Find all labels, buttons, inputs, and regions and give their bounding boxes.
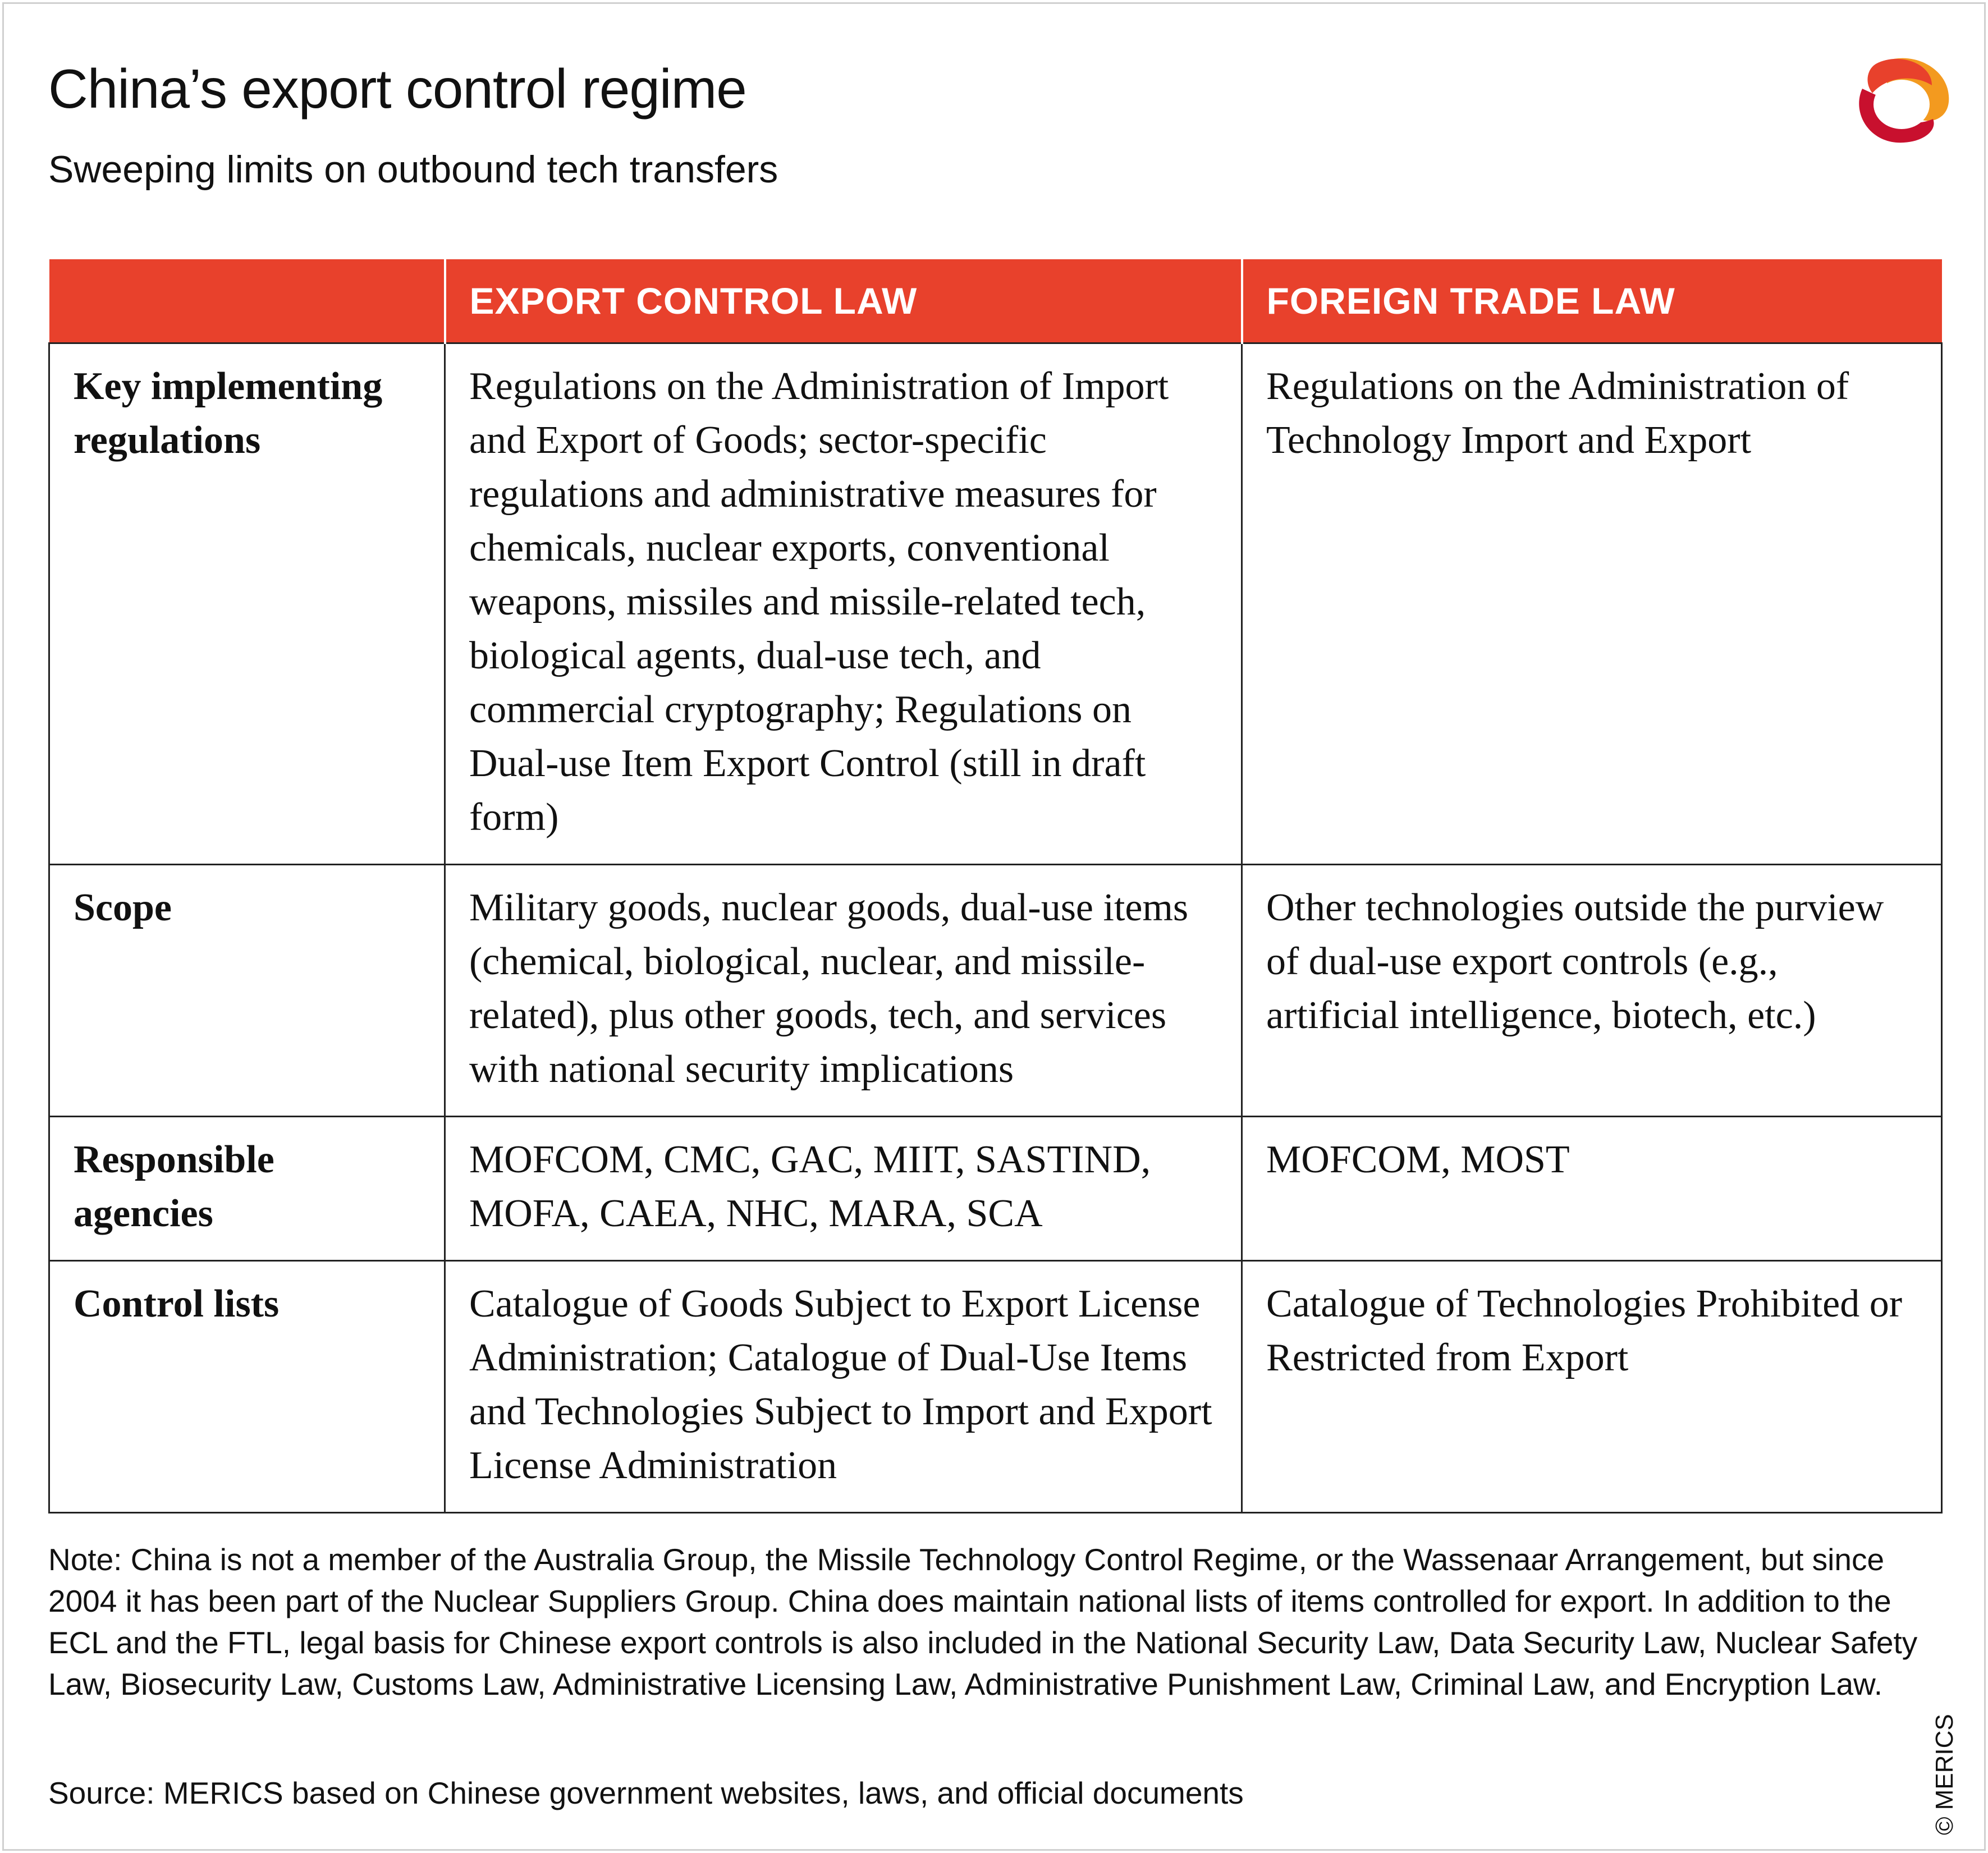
table-row — [49, 1117, 1942, 1261]
column-header-ecl: EXPORT CONTROL LAW — [445, 259, 1242, 343]
column-header-blank — [49, 259, 445, 343]
ftl-cell: Other technologies outside the purview of dual-use export controls (e.g., artificial intelligence, biotech, etc.) — [1242, 865, 1942, 1117]
ftl-cell: Catalogue of Technologies Prohibited or Restricted from Export — [1242, 1261, 1942, 1513]
ftl-cell: Regulations on the Administration of Technology Import and Export — [1242, 343, 1942, 865]
export-control-table — [48, 259, 1943, 1513]
ecl-cell: Catalogue of Goods Subject to Export License Administration; Catalogue of Dual-Use Items and Technologies Subject to Import and Export License Administration — [445, 1261, 1242, 1513]
ecl-cell: Military goods, nuclear goods, dual-use items (chemical, biological, nuclear, and missile-related), plus other goods, tech, and services with national security implications — [445, 865, 1242, 1117]
copyright-mark: © MERICS — [1931, 1714, 1958, 1835]
table-row — [49, 343, 1942, 865]
page-subtitle: Sweeping limits on outbound tech transfers — [48, 148, 778, 191]
row-label: Control lists — [49, 1261, 445, 1513]
page-title: China’s export control regime — [48, 58, 746, 120]
table-row — [49, 865, 1942, 1117]
footnote: Note: China is not a member of the Australia Group, the Missile Technology Control Regime, or the Wassenaar Arrangement, but since 2004 it has been part of the Nuclear Suppliers Group. China does maintain national lists of items controlled for export. In addition to the ECL and the FTL, legal basis for Chinese export controls is also included in the National Security Law, Data Security Law, Nuclear Safety Law, Biosecurity Law, Customs Law, Administrative Licensing Law, Administrative Punishment Law, Criminal Law, and Encryption Law. — [48, 1542, 1918, 1701]
ecl-cell: MOFCOM, CMC, GAC, MIIT, SASTIND, MOFA, CAEA, NHC, MARA, SCA — [445, 1117, 1242, 1261]
row-label: Responsible agencies — [49, 1117, 445, 1261]
column-header-ftl: FOREIGN TRADE LAW — [1242, 259, 1942, 343]
table-header-row — [49, 259, 1942, 343]
row-label: Scope — [49, 865, 445, 1117]
table-row — [49, 1261, 1942, 1513]
row-label: Key implementing regulations — [49, 343, 445, 865]
source-line: Source: MERICS based on Chinese government websites, laws, and official documents — [48, 1776, 1244, 1810]
ftl-cell: MOFCOM, MOST — [1242, 1117, 1942, 1261]
merics-logo-icon — [1848, 52, 1951, 147]
ecl-cell: Regulations on the Administration of Import and Export of Goods; sector-specific regulations and administrative measures for chemicals, nuclear exports, conventional weapons, missiles and missile-related tech, biological agents, dual-use tech, and commercial cryptography; Regulations on Dual-use Item Export Control (still in draft form) — [445, 343, 1242, 865]
